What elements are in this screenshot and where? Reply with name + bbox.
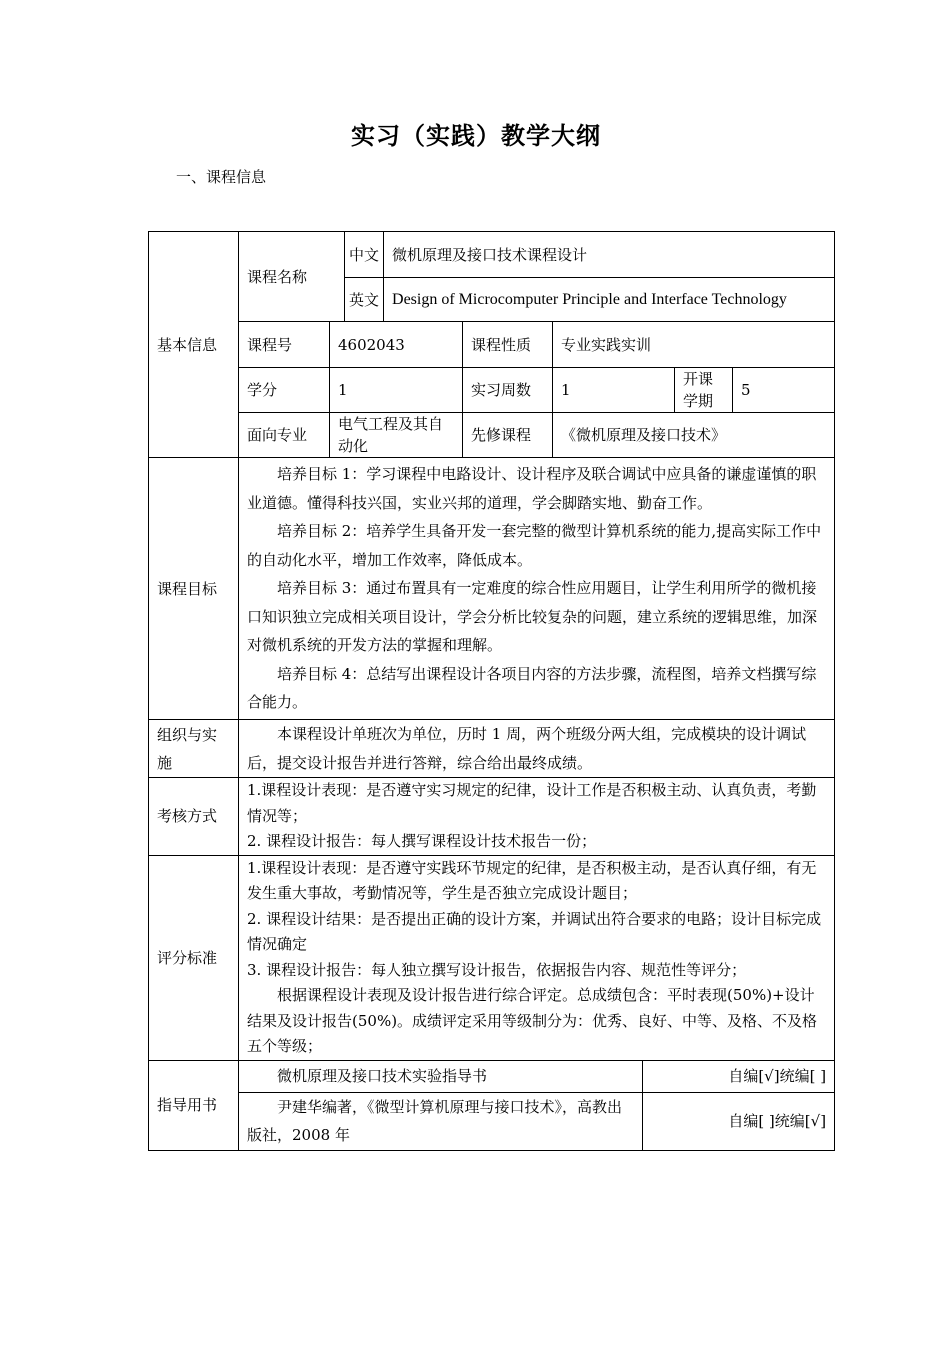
weeks-label: 实习周数 [463, 368, 553, 413]
goal-item: 培养目标 2：培养学生具备开发一套完整的微型计算机系统的能力,提高实际工作中的自动化水平，增加工作效率，降低成本。 [247, 522, 822, 569]
table-row [149, 778, 835, 856]
term-label: 开课学期 [675, 368, 733, 413]
course-info-table [148, 231, 835, 1151]
org-label: 组织与实施 [149, 720, 239, 778]
assess-item: 1.课程设计表现：是否遵守实习规定的纪律，设计工作是否积极主动、认真负责，考勤情况等； [247, 781, 817, 825]
book-2-title [239, 1092, 643, 1150]
org-text: 本课程设计单班次为单位，历时 1 周，两个班级分两大组，完成模块的设计调试后，提交设计报告并进行答辩，综合给出最终成绩。 [247, 725, 807, 772]
goals-content [239, 458, 835, 720]
credit-label: 学分 [239, 368, 330, 413]
book-1-title [239, 1060, 643, 1092]
goal-item: 培养目标 3：通过布置具有一定难度的综合性应用题目，让学生利用所学的微机接口知识独立完成相关项目设计，学会分析比较复杂的问题，建立系统的逻辑思维，加深对微机系统的开发方法的掌握和理解。 [247, 579, 818, 655]
table-row [149, 232, 835, 278]
credit-value: 1 [330, 368, 463, 413]
major-label: 面向专业 [239, 413, 330, 458]
prereq-label: 先修课程 [463, 413, 553, 458]
weeks-value: 1 [553, 368, 675, 413]
table-row [149, 1060, 835, 1092]
term-value: 5 [733, 368, 835, 413]
table-row [149, 1092, 835, 1150]
assess-label: 考核方式 [149, 778, 239, 856]
grading-item: 1.课程设计表现：是否遵守实践环节规定的纪律，是否积极主动，是否认真仔细，有无发生重大事故，考勤情况等，学生是否独立完成设计题目； [247, 858, 817, 902]
course-code-label: 课程号 [239, 322, 330, 368]
basic-info-label: 基本信息 [149, 232, 239, 458]
goal-item: 培养目标 4：总结写出课程设计各项目内容的方法步骤，流程图，培养文档撰写综合能力。 [247, 664, 817, 712]
grading-item: 2. 课程设计结果：是否提出正确的设计方案，并调试出符合要求的电路；设计目标完成情况确定 [247, 909, 822, 953]
course-name-label: 课程名称 [239, 232, 345, 322]
cn-label: 中文 [345, 232, 384, 278]
table-row [149, 322, 835, 368]
goals-label: 课程目标 [149, 458, 239, 720]
grading-label: 评分标准 [149, 855, 239, 1060]
goal-item: 培养目标 1：学习课程中电路设计、设计程序及联合调试中应具备的谦虚谨慎的职业道德。懂得科技兴国，实业兴邦的道理，学会脚踏实地、勤奋工作。 [247, 465, 817, 512]
major-value: 电气工程及其自动化 [330, 413, 463, 458]
book-2-type: 自编[ ]统编[√] [643, 1092, 835, 1150]
page-title: 实习（实践）教学大纲 [351, 121, 601, 150]
org-content [239, 720, 835, 778]
table-row [149, 458, 835, 720]
grading-content [239, 855, 835, 1060]
course-name-en: Design of Microcomputer Principle and Interface Technology [384, 278, 835, 322]
book-2-text: 尹建华编著，《微型计算机原理与接口技术》，高教出版社，2008 年 [247, 1097, 623, 1144]
course-nature-label: 课程性质 [463, 322, 553, 368]
course-nature-value: 专业实践实训 [553, 322, 835, 368]
en-label: 英文 [345, 278, 384, 322]
grading-item: 3. 课程设计报告：每人独立撰写设计报告，依据报告内容、规范性等评分； [247, 960, 747, 979]
prereq-value: 《微机原理及接口技术》 [553, 413, 835, 458]
book-1-text: 微机原理及接口技术实验指导书 [277, 1067, 488, 1085]
course-name-cn: 微机原理及接口技术课程设计 [384, 232, 835, 278]
section-heading: 一、课程信息 [176, 168, 267, 186]
books-label: 指导用书 [149, 1060, 239, 1150]
grading-summary: 根据课程设计表现及设计报告进行综合评定。总成绩包含：平时表现(50%)+设计结果及设计报告(50%)。成绩评定采用等级制分为：优秀、良好、中等、及格、不及格五个等级； [247, 986, 818, 1055]
assess-item: 2. 课程设计报告：每人撰写课程设计技术报告一份； [247, 832, 597, 850]
assess-content [239, 778, 835, 856]
table-row [149, 368, 835, 413]
book-1-type: 自编[√]统编[ ] [643, 1060, 835, 1092]
table-row [149, 720, 835, 778]
table-row [149, 413, 835, 458]
course-code-value: 4602043 [330, 322, 463, 368]
table-row [149, 855, 835, 1060]
